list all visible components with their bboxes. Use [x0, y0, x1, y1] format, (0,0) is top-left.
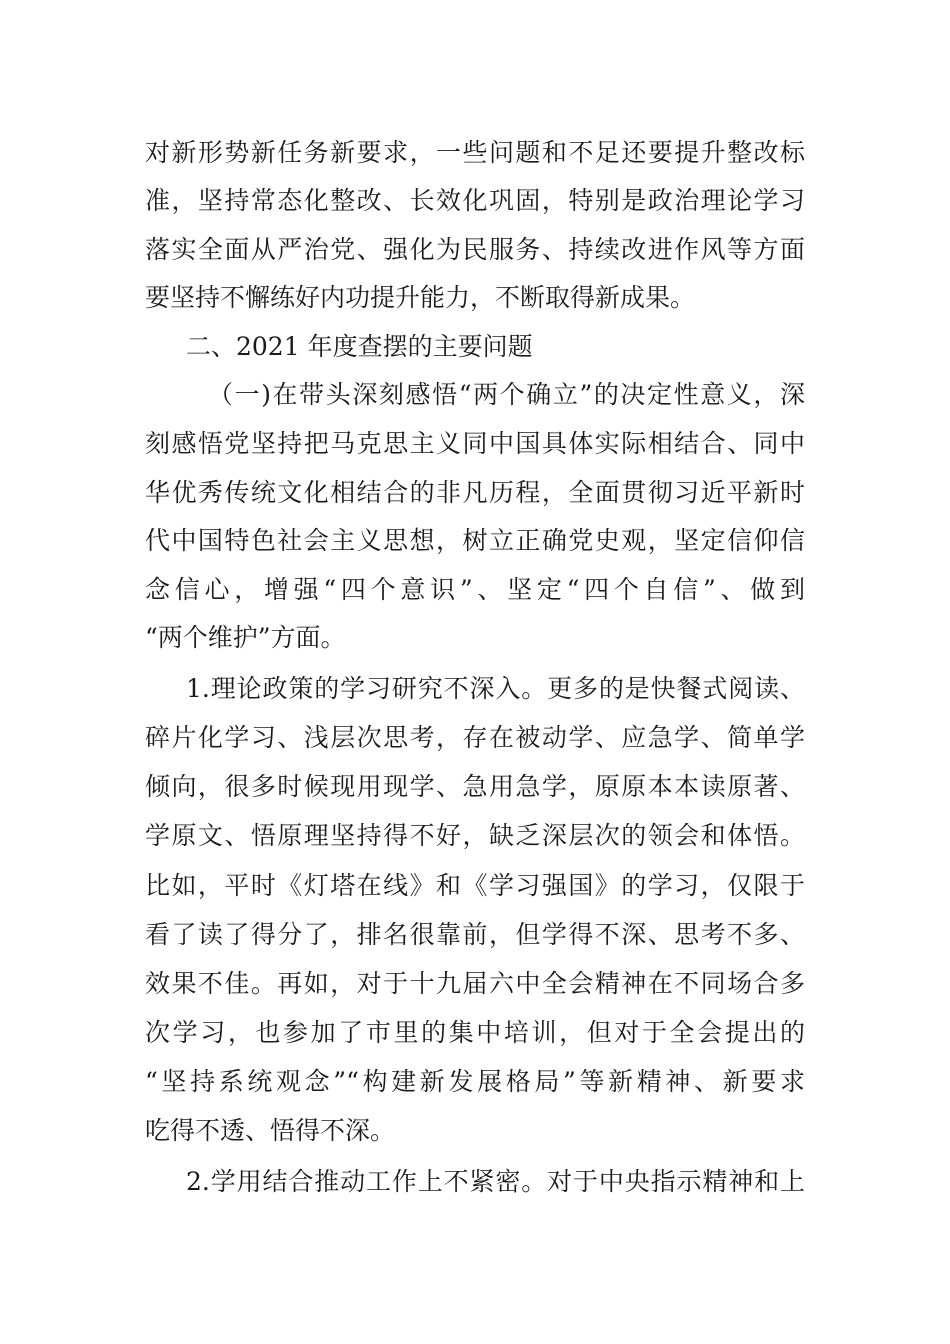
paragraph-line: 吃得不透、悟得不深。 [145, 1116, 396, 1145]
paragraph-line: 看了读了得分了，排名很靠前，但学得不深、思考不多、 [145, 920, 805, 949]
paragraph-line: “坚持系统观念”“构建新发展格局”等新精神、新要求 [145, 1067, 805, 1096]
subsection-heading: （一)在带头深刻感悟“两个确立”的决定性意义，深 [208, 380, 805, 409]
numbered-item-heading: 1.理论政策的学习研究不深入。更多的是快餐式阅读、 [186, 674, 805, 703]
paragraph-line: 碎片化学习、浅层次思考，存在被动学、应急学、简单学 [145, 723, 805, 752]
paragraph-line: 倾向，很多时候现用现学、急用急学，原原本本读原著、 [145, 772, 805, 801]
numbered-item-heading: 2.学用结合推动工作上不紧密。对于中央指示精神和上 [186, 1167, 805, 1196]
paragraph-line: 对新形势新任务新要求，一些问题和不足还要提升整改标 [145, 138, 805, 167]
paragraph-line: 比如，平时《灯塔在线》和《学习强国》的学习，仅限于 [145, 871, 805, 900]
paragraph-line: 学原文、悟原理坚持得不好，缺乏深层次的领会和体悟。 [145, 821, 805, 850]
paragraph-line: 落实全面从严治党、强化为民服务、持续改进作风等方面 [145, 235, 805, 264]
paragraph-line: “两个维护”方面。 [145, 623, 346, 652]
section-heading: 二、2021 年度查摆的主要问题 [186, 332, 533, 361]
paragraph-line: 要坚持不懈练好内功提升能力，不断取得新成果。 [145, 283, 696, 312]
paragraph-line: 效果不佳。再如，对于十九届六中全会精神在不同场合多 [145, 969, 805, 998]
paragraph-line: 念信心，增强“四个意识”、坚定“四个自信”、做到 [145, 575, 805, 604]
paragraph-line: 华优秀传统文化相结合的非凡历程，全面贯彻习近平新时 [145, 478, 805, 507]
paragraph-line: 代中国特色社会主义思想，树立正确党史观，坚定信仰信 [145, 526, 805, 555]
paragraph-line: 准，坚持常态化整改、长效化巩固，特别是政治理论学习 [145, 186, 805, 215]
paragraph-line: 次学习，也参加了市里的集中培训，但对于全会提出的 [145, 1018, 805, 1047]
paragraph-line: 刻感悟党坚持把马克思主义同中国具体实际相结合、同中 [145, 429, 805, 458]
